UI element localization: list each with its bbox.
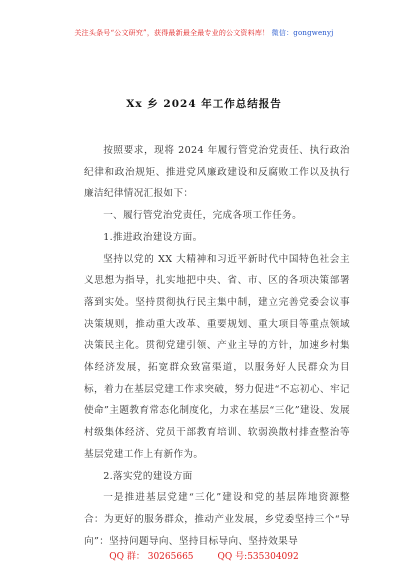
sub-heading: 2.落实党的建设方面	[103, 470, 193, 482]
sub-heading: 1.推进政治建设方面。	[103, 231, 203, 243]
qq-group: QQ 群： 30265665	[109, 552, 194, 562]
contact-footer	[0, 549, 408, 562]
section-heading: 一、履行管党治党责任，完成各项工作任务。	[103, 210, 303, 222]
paragraph-political: 坚持以党的 XX 大精神和习近平新时代中国特色社会主义思想为指导，扎实地把中央、省、市、区的各项决策部署落到实处。坚持贯彻执行民主集中制，建立完善党委会议事决策规则，推动重大改革、重要规划、重大项目等重点领域决策民主化。贯彻党建引领、产业主导的方针，加速乡村集体经济发展，拓宽群众致富渠道，以服务好人民群众为目标，着力在基层党建工作求突破，努力促进“不忘初心、牢记使命”主题教育常态化制度化，力求在基层“三化”建设、发展村级集体经济、党员干部教育培训、软弱涣散村排查整治等基层党建工作上有新作为。	[84, 253, 350, 460]
qq-number: QQ 号:535304092	[217, 552, 299, 562]
paragraph-intro: 按照要求，现将 2024 年履行管党治党责任、执行政治纪律和政治规矩、推进党风廉政建设和反腐败工作以及执行廉洁纪律情况汇报如下：	[84, 145, 350, 200]
wechat-id: 微信：gongwenyj	[271, 29, 334, 37]
promo-banner	[0, 29, 408, 38]
document-title: Xx 乡 2024 年工作总结报告	[126, 98, 282, 110]
promo-text: 关注头条号“公文研究”，获得最新最全最专业的公文资料库！	[74, 29, 270, 37]
paragraph-party-building: 一是推进基层党建“三化”建设和党的基层阵地资源整合：为更好的服务群众，推动产业发展，乡党委坚持三个“导向”：坚持问题导向、坚持目标导向、坚持效果导	[84, 492, 350, 547]
document-body	[84, 140, 350, 552]
